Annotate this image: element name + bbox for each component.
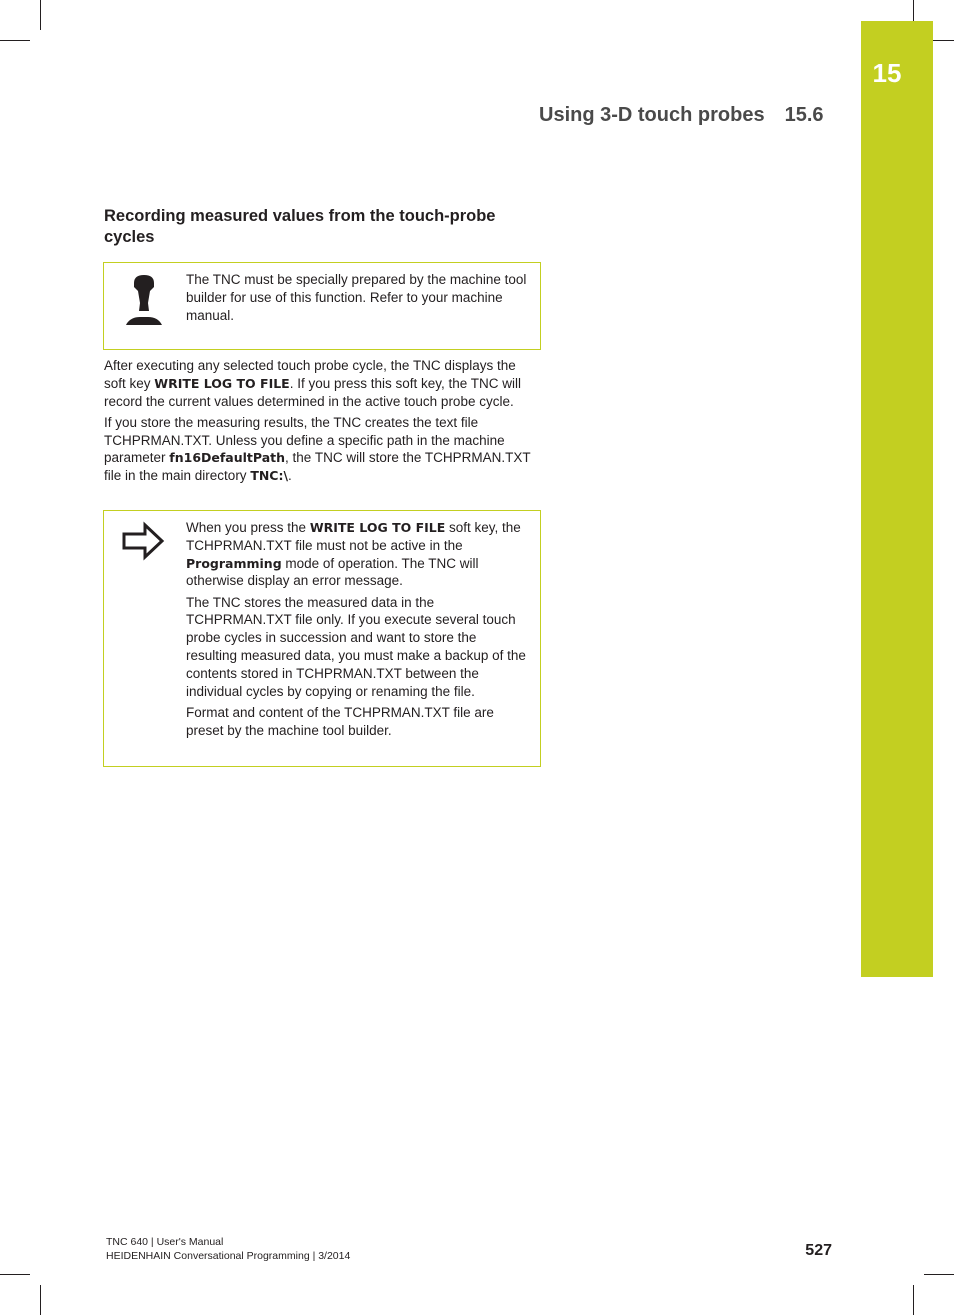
footer-line: HEIDENHAIN Conversational Programming | 3/2014 xyxy=(106,1250,351,1262)
crop-mark xyxy=(0,40,30,41)
paragraph: Format and content of the TCHPRMAN.TXT file are preset by the machine tool builder. xyxy=(186,704,494,738)
mode-name: Programming xyxy=(186,555,282,571)
running-head-title: Using 3-D touch probes xyxy=(539,104,765,126)
chapter-tab xyxy=(861,21,933,977)
machine-manual-icon xyxy=(122,273,166,331)
crop-mark xyxy=(913,1285,914,1315)
crop-mark xyxy=(0,1274,30,1275)
section-heading: Recording measured values from the touch-probe cycles xyxy=(104,207,496,246)
chapter-number: 15 xyxy=(872,58,902,88)
body-text xyxy=(104,357,536,489)
text-run: . xyxy=(288,468,292,484)
soft-key-name: WRITE LOG TO FILE xyxy=(309,520,446,535)
text-run: mode of operation. The TNC will otherwise display an error message. xyxy=(186,555,479,589)
directory-name: TNC:\ xyxy=(250,468,289,484)
machine-note-text: The TNC must be specially prepared by the machine tool builder for use of this function. Refer to your machine manual. xyxy=(186,272,527,323)
text-run: After executing any selected touch probe cycle, the TNC displays the soft key xyxy=(104,358,516,391)
page-number: 527 xyxy=(805,1242,832,1259)
running-head-section: 15.6 xyxy=(784,104,824,126)
paragraph: The TNC stores the measured data in the TCHPRMAN.TXT file only. If you execute several touch probe cycles in succession and want to store the resulting measured data, you must make a backup of the contents stored in TCHPRMAN.TXT between the individual cycles by copying or renaming the file. xyxy=(186,594,526,699)
paragraph xyxy=(186,519,530,590)
footer-line: TNC 640 | User's Manual xyxy=(106,1236,224,1248)
tip-note-box xyxy=(103,510,541,767)
text-run: , the TNC will store the TCHPRMAN.TXT file in the main directory xyxy=(104,450,531,484)
parameter-name: fn16DefaultPath xyxy=(169,450,286,466)
soft-key-name: WRITE LOG TO FILE xyxy=(154,375,290,391)
arrow-right-icon xyxy=(122,521,166,561)
footer xyxy=(106,1235,350,1263)
tip-note-text xyxy=(186,519,530,743)
paragraph xyxy=(104,357,536,410)
crop-mark xyxy=(40,0,41,30)
running-head xyxy=(539,104,824,127)
machine-note-box xyxy=(103,262,541,350)
crop-mark xyxy=(924,1274,954,1275)
text-run: If you store the measuring results, the TNC creates the text file TCHPRMAN.TXT. Unless you define a specific path in the machine parameter xyxy=(104,414,505,466)
text-run: When you press the xyxy=(186,520,310,535)
crop-mark xyxy=(40,1285,41,1315)
paragraph xyxy=(104,414,536,485)
text-run: soft key, the TCHPRMAN.TXT file must not be active in the xyxy=(186,520,521,553)
text-run: . If you press this soft key, the TNC will record the current values determined in the active touch probe cycle. xyxy=(104,375,522,409)
